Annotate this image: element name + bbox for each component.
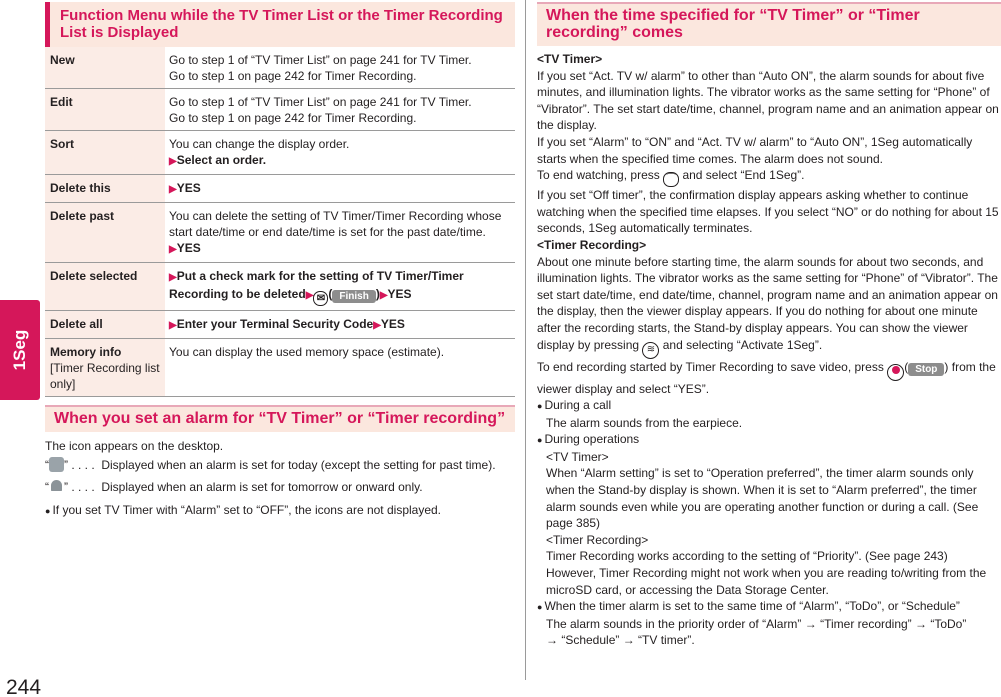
tv-paragraph: [537, 167, 1001, 187]
right-body: [537, 51, 1001, 649]
desc-line: Go to step 1 of “TV Timer List” on page 241 for TV Timer.: [169, 95, 472, 109]
row-name: Delete past: [45, 203, 165, 263]
row-desc: [165, 89, 515, 131]
bullet-body: The alarm sounds from the earpiece.: [546, 415, 743, 430]
table-row: [45, 203, 515, 263]
desc-line: Go to step 1 of “TV Timer List” on page 241 for TV Timer.: [169, 53, 472, 67]
page-number: 244: [6, 676, 42, 697]
finish-softkey: Finish: [332, 290, 375, 303]
tv-end-text: To end watching, press: [537, 168, 660, 183]
tv-paragraph: If you set “Alarm” to “ON” and “Act. TV w/ alarm” to “Auto ON”, 1Seg automatically starts when the specified time comes. The alarm does not sound.: [537, 134, 973, 166]
row-name: [45, 339, 165, 397]
right-column: [537, 2, 1001, 649]
table-row: [45, 89, 515, 131]
arrow-icon: ▶: [373, 320, 381, 331]
step-text: YES: [380, 317, 405, 331]
alarm-today-text: Displayed when an alarm is set for today (except the setting for past time).: [101, 457, 496, 472]
end-call-key-icon: ⌒: [663, 172, 679, 187]
side-tab: [0, 300, 40, 400]
step-text: YES: [176, 181, 201, 195]
desc-line: Go to step 1 on page 242 for Timer Recording.: [169, 69, 417, 83]
table-row: [45, 175, 515, 203]
step-text: YES: [176, 241, 201, 255]
function-menu-heading: Function Menu while the TV Timer List or the Timer Recording List is Displayed: [45, 2, 515, 47]
bell-icon: [49, 479, 64, 494]
desc-line: You can change the display order.: [169, 137, 350, 151]
alarm-section-body: [45, 438, 515, 519]
stop-softkey: Stop: [908, 363, 944, 376]
row-desc: [165, 175, 515, 203]
arrow-icon: ▶: [169, 156, 177, 167]
right-heading: When the time specified for “TV Timer” or “Timer recording” comes: [537, 2, 1001, 46]
mail-key-icon: ✉: [313, 291, 328, 306]
rec-heading: <Timer Recording>: [537, 237, 647, 252]
bullet-heading: ● During a call: [537, 397, 1001, 415]
alarm-note: ● If you set TV Timer with “Alarm” set to “OFF”, the icons are not displayed.: [45, 502, 515, 520]
desc-line: You can delete the setting of TV Timer/Timer Recording whose start date/time or end date/time is set for the past date/time.: [169, 209, 502, 239]
bullet-body: Timer Recording works according to the setting of “Priority”. (See page 243) However, Timer Recording might not work when you are reading to/writing from the microSD card, or accessing the Data Storage Center.: [546, 549, 987, 597]
step-text: Put a check mark for the setting of TV Timer/Timer Recording to be deleted: [169, 269, 464, 301]
table-row: [45, 47, 515, 89]
row-name: Delete this: [45, 175, 165, 203]
row-desc: ▶Put a check mark for the setting of TV Timer/Timer Recording to be deleted▶ ✉ ( Finish )▶YES: [165, 263, 515, 311]
alarm-today-icon: [49, 457, 64, 472]
rec-paragraph: [537, 254, 1001, 359]
row-desc: [165, 131, 515, 175]
tv-timer-heading: <TV Timer>: [537, 52, 603, 66]
step-text: Select an order.: [176, 153, 267, 167]
arrow-icon: ▶: [169, 184, 177, 195]
row-name: Delete all: [45, 311, 165, 339]
alarm-tomorrow-line: “ ” . . . . Displayed when an alarm is set for tomorrow or onward only.: [45, 480, 423, 495]
row-name-note: [Timer Recording list only]: [50, 361, 160, 391]
row-name: Sort: [45, 131, 165, 175]
row-name: Edit: [45, 89, 165, 131]
arrow-icon: ▶: [379, 290, 388, 301]
record-key-icon: [887, 364, 904, 381]
tv-paragraph: If you set “Act. TV w/ alarm” to other than “Auto ON”, the alarm sounds for about five minutes, and illumination lights. The vibrator works as the same setting for “Phone” of “Vibrator”. The set start date/time, channel, program name and an animation appear on the display.: [537, 68, 999, 133]
row-desc: [165, 339, 515, 397]
row-desc: [165, 47, 515, 89]
rec-text: About one minute before starting time, the alarm sounds for about two seconds, and illumination lights. The vibrator works as the same setting for “Phone” of “Vibrator”. The set start date/time, end date/time, channel, program name and an animation appear on the display, then the viewer display appears. If you do nothing for about one minute after the recording starts, the Stand-by display appears. You can show the viewer display by pressing: [537, 254, 998, 352]
tv-key-icon: ≋: [642, 342, 659, 359]
bullet-body: When “Alarm setting” is set to “Operation preferred”, the timer alarm sounds only when the Stand-by display is shown. When it is set to “Alarm preferred”, the timer alarm sounds even while you are operating another function or during a call. (See page 385): [546, 466, 979, 531]
row-name-text: Memory info: [50, 345, 122, 359]
alarm-section-heading: When you set an alarm for “TV Timer” or “Timer recording”: [45, 405, 515, 432]
alarm-intro: The icon appears on the desktop.: [45, 439, 224, 453]
arrow-icon: ▶: [305, 290, 314, 301]
bullet-body: The alarm sounds in the priority order of “Alarm” → “Timer recording” → “ToDo”: [546, 616, 967, 631]
bullet-heading: ● When the timer alarm is set to the same time of “Alarm”, “ToDo”, or “Schedule”: [537, 598, 1001, 616]
row-name: Delete selected: [45, 263, 165, 311]
bullet-heading: ● During operations: [537, 431, 1001, 449]
tv-end-text: and select “End 1Seg”.: [682, 168, 805, 183]
dots: ” . . . .: [64, 457, 95, 472]
table-row: [45, 339, 515, 397]
step-text: YES: [387, 287, 412, 301]
bullet-subhead: <TV Timer>: [546, 449, 609, 464]
rec-paragraph: To end recording started by Timer Recording to save video, press ( Stop ) from the viewer display and select “YES”.: [537, 359, 996, 396]
table-row: [45, 311, 515, 339]
rec-text: To end recording started by Timer Recording to save video, press: [537, 359, 884, 374]
desc-line: You can display the used memory space (estimate).: [169, 345, 445, 359]
table-row: [45, 131, 515, 175]
desc-line: Go to step 1 on page 242 for Timer Recording.: [169, 111, 417, 125]
tv-paragraph: If you set “Off timer”, the confirmation display appears asking whether to continue watching when the specified time elapses. If you select “NO” or do nothing for about 15 seconds, 1Seg automatically terminates.: [537, 188, 999, 236]
row-desc: [165, 311, 515, 339]
rec-text: from the viewer display and select “YES”.: [537, 359, 996, 396]
row-desc: [165, 203, 515, 263]
dots: ” . . . .: [64, 480, 95, 495]
bullet-subhead: <Timer Recording>: [546, 532, 649, 547]
table-row: [45, 263, 515, 311]
alarm-today-line: “ ” . . . . Displayed when an alarm is set for today (except the setting for past time).: [45, 457, 496, 472]
arrow-icon: ▶: [169, 244, 177, 255]
bullet-body: → “Schedule” → “TV timer”.: [546, 633, 695, 648]
function-menu-table: [45, 47, 515, 397]
rec-text: and selecting “Activate 1Seg”.: [662, 337, 823, 352]
alarm-tomorrow-text: Displayed when an alarm is set for tomorrow or onward only.: [101, 480, 423, 495]
desc-step: [169, 152, 511, 170]
left-column: [45, 2, 515, 519]
arrow-icon: ▶: [169, 272, 177, 283]
step-text: Enter your Terminal Security Code: [176, 317, 374, 331]
side-tab-label: 1Seg: [10, 329, 29, 371]
arrow-icon: ▶: [169, 320, 177, 331]
desc-step: [169, 240, 511, 258]
column-divider: [525, 0, 526, 680]
row-name: New: [45, 47, 165, 89]
